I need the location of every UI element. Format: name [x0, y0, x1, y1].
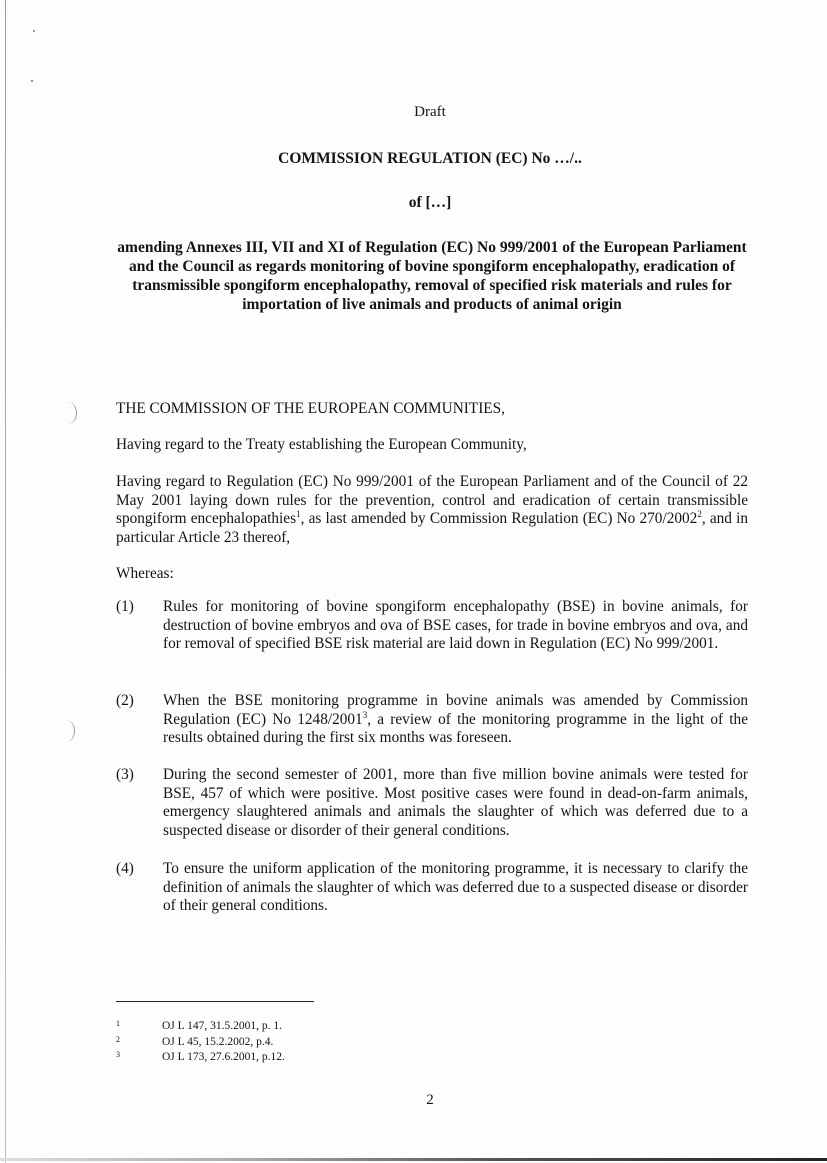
recital-text: During the second semester of 2001, more than five million bovine animals were tested for BSE, 457 of which were positive. Most positive cases were found in dead-on-farm animals, emergency slaughtered animals and animals the slaughter of which was deferred due to a suspected disease or disorder of their general conditions. — [163, 766, 748, 839]
footnote-text: OJ L 173, 27.6.2001, p.12. — [162, 1051, 285, 1063]
whereas-label: Whereas: — [116, 565, 174, 582]
footnote-ref: 3 — [362, 709, 368, 720]
recital-number: (3) — [116, 766, 134, 783]
footnote-text: OJ L 45, 15.2.2002, p.4. — [162, 1036, 274, 1048]
regulation-title: COMMISSION REGULATION (EC) No …/.. — [278, 150, 582, 167]
scan-speck — [31, 80, 33, 82]
recital-text — [163, 692, 748, 748]
recital-text-part: , a review of the monitoring programme in the light of the results obtained during the first six months was foreseen. — [163, 710, 748, 746]
scan-edge-bottom — [0, 1158, 827, 1161]
citation-text: , and in particular Article 23 thereof, — [116, 510, 749, 546]
recital-text: To ensure the uniform application of the monitoring programme, it is necessary to clarify the definition of animals the slaughter of which was deferred due to a suspected disease or disorder of their general conditions. — [163, 860, 748, 914]
recital-text-part: When the BSE monitoring programme in bovine animals was amended by Commission Regulation (EC) No 1248/2001 — [163, 692, 748, 728]
punch-hole-mark — [60, 402, 77, 424]
footnote-mark: 1 — [116, 1019, 120, 1028]
recital-number: (2) — [116, 692, 134, 709]
scan-edge-left — [5, 0, 6, 1163]
punch-hole-mark — [58, 720, 75, 742]
recital-number: (1) — [116, 598, 134, 615]
citation-treaty: Having regard to the Treaty establishing the European Community, — [116, 436, 527, 453]
citation-regulation — [116, 473, 748, 547]
page-number: 2 — [426, 1092, 434, 1108]
commission-heading: THE COMMISSION OF THE EUROPEAN COMMUNITIES, — [116, 400, 505, 417]
regulation-subject: amending Annexes III, VII and XI of Regulation (EC) No 999/2001 of the European Parliament and the Council as regards monitoring of bovine spongiform encephalopathy, eradication of transmissible spongiform encephalopathy, removal of specified risk materials and rules for importation of live animals and products of animal origin — [117, 239, 747, 313]
footnote-separator — [116, 1001, 314, 1002]
recital-text: Rules for monitoring of bovine spongiform encephalopathy (BSE) in bovine animals, for destruction of bovine embryos and ova of BSE cases, for trade in bovine embryos and ova, and for removal of specified BSE risk material are laid down in Regulation (EC) No 999/2001. — [163, 598, 748, 652]
footnote-text: OJ L 147, 31.5.2001, p. 1. — [162, 1020, 283, 1032]
footnote-mark: 2 — [116, 1035, 120, 1044]
footnote-ref: 1 — [296, 509, 301, 519]
draft-label: Draft — [414, 104, 446, 120]
citation-text: Having regard to Regulation (EC) No 999/2001 of the European Parliament and of the Council of 22 May 2001 laying down rules for the prevention, control and eradication of certain transmissible spongiform encephalopathies — [116, 473, 748, 527]
footnote-mark: 3 — [116, 1050, 120, 1059]
recital-number: (4) — [116, 860, 134, 877]
regulation-date: of […] — [408, 194, 452, 211]
citation-text: , as last amended by Commission Regulation (EC) No 270/2002 — [300, 510, 698, 527]
footnote-ref: 2 — [697, 509, 702, 519]
scan-speck — [33, 30, 35, 32]
